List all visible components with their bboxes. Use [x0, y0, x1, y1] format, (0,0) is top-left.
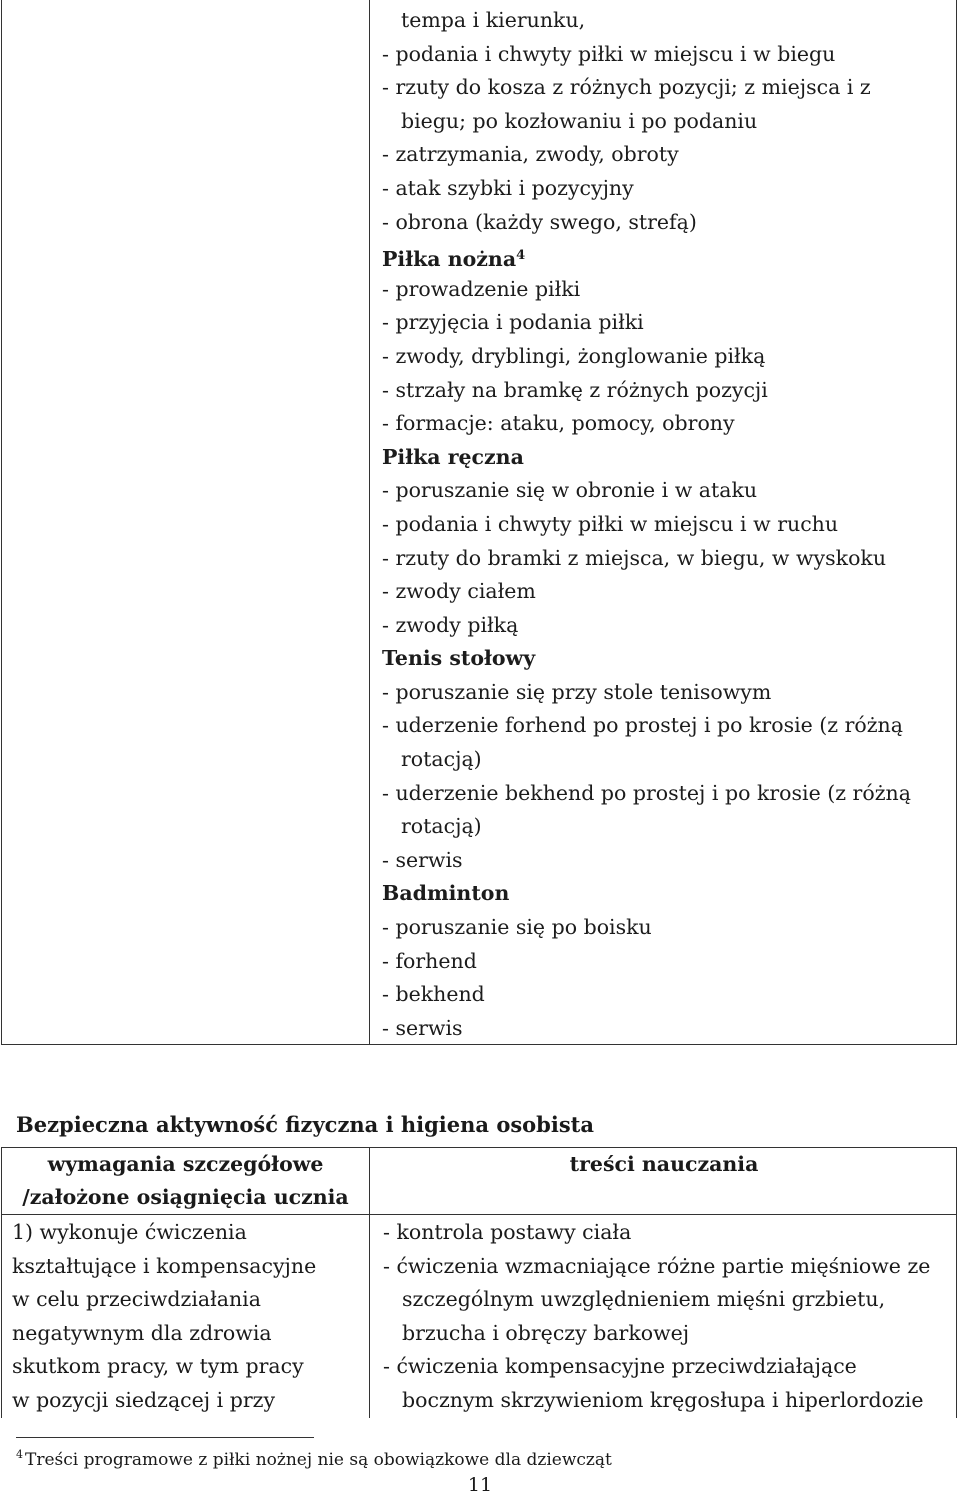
line-text: - atak szybki i pozycyjny [382, 175, 634, 200]
subsection-heading [382, 441, 952, 475]
footnote-separator [16, 1437, 314, 1438]
list-item [382, 743, 952, 777]
line-text: - formacje: ataku, pomocy, obrony [382, 411, 735, 436]
line-text: Piłka ręczna [382, 444, 524, 469]
list-item [382, 1012, 952, 1046]
list-item [383, 1216, 953, 1250]
header-teaching-content: treści nauczania [569, 1152, 759, 1176]
page-number: 11 [467, 1474, 493, 1496]
list-item [382, 273, 952, 307]
list-item [382, 508, 952, 542]
line-text: - podania i chwyty piłki w miejscu i w biegu [382, 41, 836, 66]
list-item [382, 911, 952, 945]
line-text: - strzały na bramkę z różnych pozycji [382, 377, 768, 402]
list-item [382, 777, 952, 811]
list-item [382, 810, 952, 844]
requirement-line: 1) wykonuje ćwiczenia [12, 1220, 247, 1244]
line-text: Badminton [382, 881, 510, 906]
line-text: - rzuty do bramki z miejsca, w biegu, w wyskoku [382, 545, 887, 570]
line-text: - uderzenie forhend po prostej i po krosie (z różną [382, 713, 903, 738]
line-text: Piłka nożna [382, 247, 517, 272]
subsection-heading [382, 877, 952, 911]
list-item [382, 138, 952, 172]
line-text: - zwody, dryblingi, żonglowanie piłką [382, 343, 766, 368]
line-text: - przyjęcia i podania piłki [382, 310, 644, 335]
list-item [382, 978, 952, 1012]
column-divider [369, 1148, 370, 1418]
line-text: brzucha i obręczy barkowej [402, 1320, 690, 1345]
requirements-table [1, 1147, 957, 1418]
list-item [383, 1384, 953, 1418]
header-requirements-line1: wymagania szczegółowe [47, 1152, 324, 1176]
requirement-line: w celu przeciwdziałania [12, 1287, 261, 1312]
line-text: tempa i kierunku, [401, 8, 586, 32]
requirement-line: kształtujące i kompensacyjne [12, 1253, 317, 1278]
list-item [382, 105, 952, 139]
list-item [382, 4, 952, 38]
line-text: bocznym skrzywieniom kręgosłupa i hiperlordozie [402, 1387, 924, 1412]
requirement-line: skutkom pracy, w tym pracy [12, 1354, 304, 1379]
line-text: szczególnym uwzględnieniem mięśni grzbietu, [402, 1287, 886, 1312]
list-item [382, 172, 952, 206]
header-requirements-line2: /założone osiągnięcia ucznia [22, 1185, 349, 1209]
requirement-line: negatywnym dla zdrowia [12, 1320, 272, 1345]
list-item [382, 676, 952, 710]
list-item [383, 1317, 953, 1351]
list-item [382, 206, 952, 240]
requirement-line: w pozycji siedzącej i przy [12, 1387, 276, 1412]
line-text: - zwody ciałem [382, 579, 536, 604]
section-title: Bezpieczna aktywność fizyczna i higiena osobista [16, 1112, 594, 1137]
list-item [382, 709, 952, 743]
list-item [382, 340, 952, 374]
list-item [383, 1250, 953, 1284]
line-text: - prowadzenie piłki [382, 276, 581, 301]
line-text: - forhend [382, 948, 477, 973]
list-item [382, 407, 952, 441]
footnote-mark: 4 [16, 1448, 23, 1461]
footnote-reference: 4 [516, 248, 526, 264]
list-item [383, 1350, 953, 1384]
line-text: Tenis stołowy [382, 646, 536, 671]
list-item [382, 306, 952, 340]
curriculum-table-continuation [1, 0, 957, 1045]
line-text: - serwis [382, 1015, 463, 1040]
line-text: - bekhend [382, 982, 485, 1007]
footnote [16, 1448, 612, 1470]
list-item [382, 374, 952, 408]
line-text: - ćwiczenia kompensacyjne przeciwdziałające [383, 1354, 857, 1379]
list-item [382, 609, 952, 643]
requirements-cell [12, 1216, 362, 1418]
list-item [382, 844, 952, 878]
subsection-heading [382, 642, 952, 676]
line-text: - serwis [382, 847, 463, 872]
list-item [382, 71, 952, 105]
line-text: - kontrola postawy ciała [383, 1220, 632, 1244]
line-text: - zatrzymania, zwody, obroty [382, 142, 679, 167]
subsection-heading [382, 239, 952, 273]
footnote-text: Treści programowe z piłki nożnej nie są obowiązkowe dla dziewcząt [25, 1450, 612, 1470]
teaching-content-cell [383, 1216, 953, 1418]
column-divider [369, 0, 370, 1044]
line-text: - rzuty do kosza z różnych pozycji; z miejsca i z [382, 75, 871, 100]
line-text: - podania i chwyty piłki w miejscu i w ruchu [382, 511, 839, 536]
line-text: - poruszanie się przy stole tenisowym [382, 679, 772, 704]
line-text: rotacją) [401, 814, 482, 839]
line-text: - obrona (każdy swego, strefą) [382, 209, 697, 234]
list-item [382, 945, 952, 979]
line-text: rotacją) [401, 747, 482, 772]
line-text: - zwody piłką [382, 612, 519, 637]
teaching-content-cell [382, 4, 952, 1045]
list-item [382, 542, 952, 576]
list-item [382, 38, 952, 72]
header-requirements [2, 1148, 369, 1214]
list-item [383, 1283, 953, 1317]
list-item [382, 474, 952, 508]
line-text: biegu; po kozłowaniu i po podaniu [401, 108, 758, 133]
list-item [382, 575, 952, 609]
line-text: - ćwiczenia wzmacniające różne partie mięśniowe ze [383, 1253, 931, 1278]
line-text: - poruszanie się po boisku [382, 915, 652, 940]
line-text: - poruszanie się w obronie i w ataku [382, 478, 758, 503]
header-divider [2, 1214, 956, 1215]
line-text: - uderzenie bekhend po prostej i po krosie (z różną [382, 780, 911, 805]
